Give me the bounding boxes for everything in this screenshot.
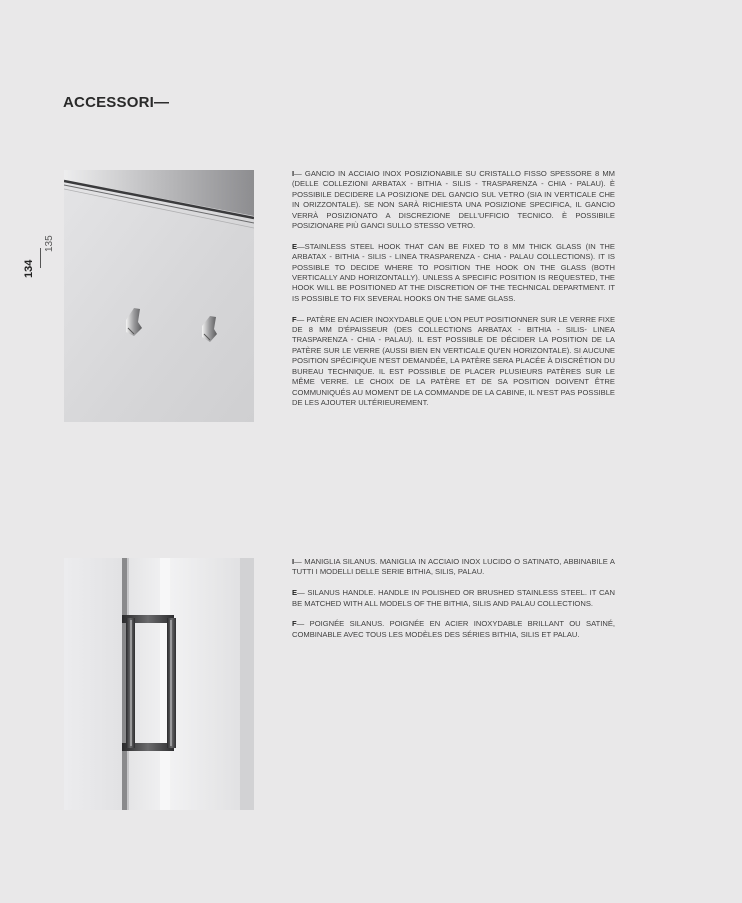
page-numbers <box>22 228 55 278</box>
hooks-text-it: I— GANCIO IN ACCIAIO INOX POSIZIONABILE SU CRISTALLO FISSO SPESSORE 8 MM (DELLE COLLEZIONI ARBATAX - BITHIA - SILIS - TRASPARENZA - CHIA - PALAU). È POSSIBILE DECIDERE LA POSIZIONE DEL GANCIO SUL VETRO (SIA IN VERTICALE CHE IN ORIZZONTALE). SE NON SARÀ RICHIESTA UNA POSIZIONE SPECIFICA, IL GANCIO VERRÀ POSIZIONATO A DISCREZIONE DELL'UFFICIO TECNICO. È POSSIBILE POSIZIONARE PIÙ GANCI SULLO STESSO VETRO. <box>292 169 615 231</box>
handle-text-en: E— SILANUS HANDLE. HANDLE IN POLISHED OR BRUSHED STAINLESS STEEL. IT CAN BE MATCHED WITH ALL MODELS OF THE BITHIA, SILIS AND PALAU COLLECTIONS. <box>292 588 615 608</box>
handle-photo <box>64 558 254 810</box>
hooks-illustration <box>64 170 254 422</box>
hooks-text-fr: F— PATÈRE EN ACIER INOXYDABLE QUE L'ON PEUT POSITIONNER SUR LE VERRE FIXE DE 8 MM D'ÉPAISSEUR (DES COLLECTIONS ARBATAX - BITHIA - SILIS- LINEA TRASPARENZA - CHIA - PALAU). IL EST POSSIBLE DE DÉCIDER LA POSITION DE LA PATÈRE SUR LE VERRE (AUSSI BIEN EN VERTICALE QU'EN HORIZONTALE). SI AUCUNE POSITION SPÉCIFIQUE N'EST DEMANDÉE, LA PATÈRE SERA PLACÉE À DISCRÉTION DU BUREAU TECHNIQUE. IL EST POSSIBLE DE PLACER PLUSIEURS PATÈRES SUR LE MÊME VERRE. LE CHOIX DE LA PATÈRE ET DE SA POSITION DOIVENT ÊTRE COMMUNIQUÉS AU MOMENT DE LA COMMANDE DE LA CABINE, IL N'EST PAS POSSIBLE DE LES AJOUTER ULTÉRIEUREMENT. <box>292 314 616 407</box>
page-number-current: 134 <box>23 259 35 278</box>
page-number-divider <box>40 248 41 268</box>
page-title: ACCESSORI— <box>63 94 170 111</box>
hooks-photo <box>64 170 254 422</box>
page-number-facing: 135 <box>44 235 55 252</box>
handle-illustration <box>64 558 254 810</box>
handle-description <box>292 557 615 651</box>
handle-text-it: I— MANIGLIA SILANUS. MANIGLIA IN ACCIAIO INOX LUCIDO O SATINATO, ABBINABILE A TUTTI I MODELLI DELLE SERIE BITHIA, SILIS, PALAU. <box>292 557 615 577</box>
handle-text-fr: F— POIGNÉE SILANUS. POIGNÉE EN ACIER INOXYDABLE BRILLANT OU SATINÉ, COMBINABLE AVEC TOUS LES MODÈLES DES SÉRIES BITHIA, SILIS ET PALAU. <box>292 619 615 639</box>
hooks-text-en: E—STAINLESS STEEL HOOK THAT CAN BE FIXED TO 8 MM THICK GLASS (IN THE ARBATAX - BITHIA - SILIS - LINEA TRASPARENZA - CHIA - PALAU COLLECTIONS). IT IS POSSIBLE TO DECIDE WHERE TO POSITION THE HOOK ON THE GLASS (BOTH VERTICALLY AND HORIZONTALLY). UNLESS A SPECIFIC POSITION IS REQUESTED, THE HOOK WILL BE POSITIONED AT THE DISCRETION OF THE TECHNICAL DEPARTMENT. IT IS POSSIBLE TO FIX SEVERAL HOOKS ON THE SAME GLASS. <box>292 241 615 303</box>
hooks-description <box>292 169 615 419</box>
